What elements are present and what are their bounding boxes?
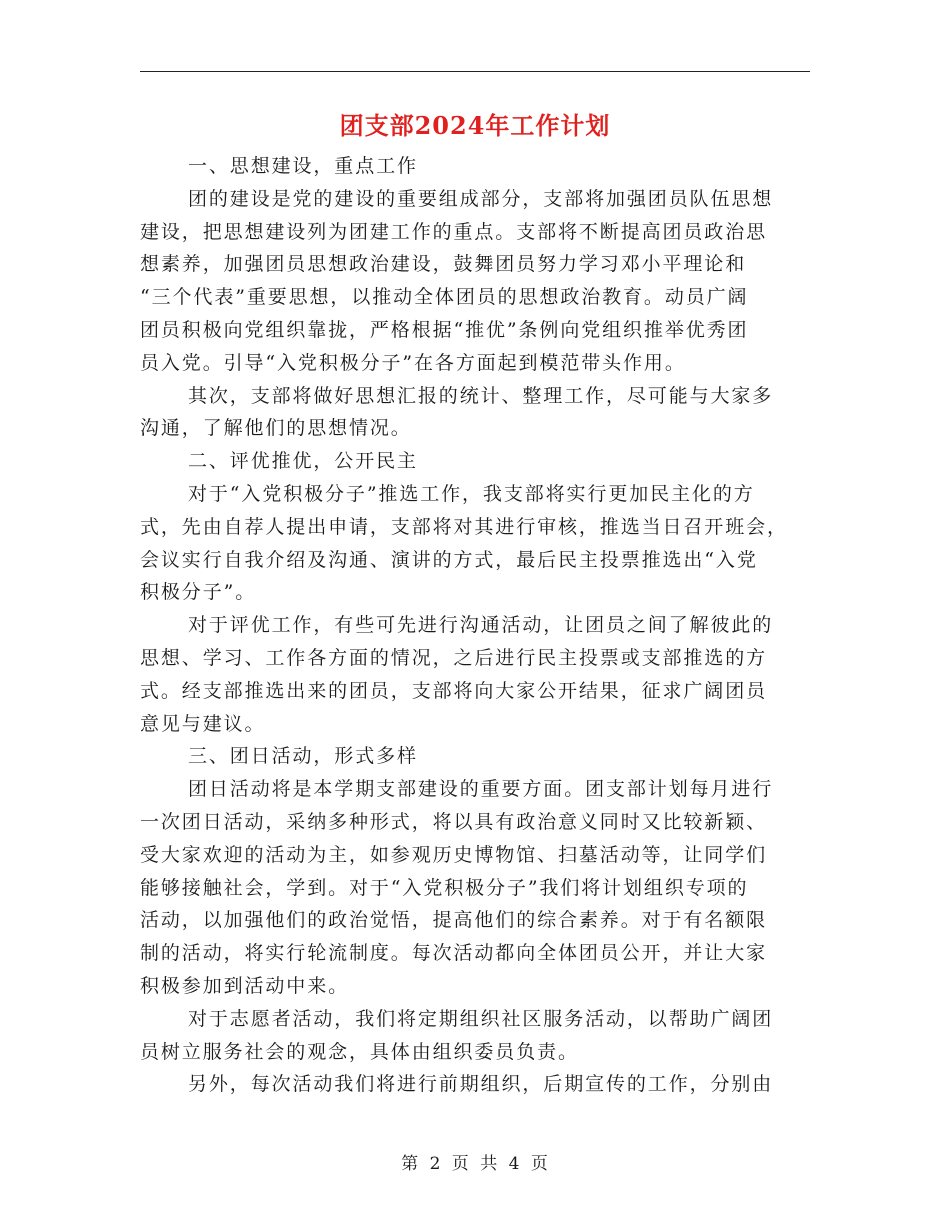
page-number: 第 2 页 共 4 页 — [401, 1154, 549, 1174]
header-rule — [140, 71, 810, 72]
text-line: 团员积极向党组织靠拢，严格根据“推优”条例向党组织推举优秀团 — [140, 318, 749, 341]
text-line: 式。经支部推选出来的团员，支部将向大家公开结果，征求广阔团员 — [140, 679, 768, 702]
text-line: 会议实行自我介绍及沟通、演讲的方式，最后民主投票推选出“入党 — [140, 548, 758, 571]
text-line: 一次团日活动，采纳多种形式，将以具有政治意义同时又比较新颖、 — [140, 810, 768, 833]
text-line: 积极参加到活动中来。 — [140, 974, 350, 997]
text-line: 员入党。引导“入党积极分子”在各方面起到模范带头作用。 — [140, 351, 686, 374]
document-title: 团支部2024年工作计划 — [339, 111, 611, 140]
text-line: 思想、学习、工作各方面的情况，之后进行民主投票或支部推选的方 — [140, 646, 768, 669]
text-line: 活动，以加强他们的政治觉悟，提高他们的综合素养。对于有名额限 — [140, 909, 768, 932]
text-line: 式，先由自荐人提出申请，支部将对其进行审核，推选当日召开班会， — [140, 515, 788, 538]
text-line: 对于志愿者活动，我们将定期组织社区服务活动，以帮助广阔团 — [188, 1007, 774, 1030]
text-line: 团的建设是党的建设的重要组成部分，支部将加强团员队伍思想 — [188, 187, 774, 210]
text-line: 能够接触社会，学到。对于“入党积极分子”我们将计划组织专项的 — [140, 876, 749, 899]
text-line: 受大家欢迎的活动为主，如参观历史博物馆、扫墓活动等，让同学们 — [140, 843, 768, 866]
text-line: 想素养，加强团员思想政治建设，鼓舞团员努力学习邓小平理论和 — [140, 253, 747, 276]
text-line: 另外，每次活动我们将进行前期组织，后期宣传的工作，分别由 — [188, 1073, 774, 1096]
text-line: 对于“入党积极分子”推选工作，我支部将实行更加民主化的方 — [188, 482, 755, 505]
text-line: 其次，支部将做好思想汇报的统计、整理工作，尽可能与大家多 — [188, 384, 774, 407]
text-line: 三、团日活动，形式多样 — [188, 745, 418, 768]
text-line: 员树立服务社会的观念，具体由组织委员负责。 — [140, 1040, 579, 1063]
text-line: “三个代表”重要思想，以推动全体团员的思想政治教育。动员广阔 — [140, 286, 749, 309]
text-line: 一、思想建设，重点工作 — [188, 155, 418, 177]
text-line: 沟通，了解他们的思想情况。 — [140, 417, 412, 440]
text-line: 团日活动将是本学期支部建设的重要方面。团支部计划每月进行 — [188, 778, 774, 801]
text-line: 意见与建议。 — [140, 712, 266, 735]
text-line: 对于评优工作，有些可先进行沟通活动，让团员之间了解彼此的 — [188, 614, 774, 637]
document-body — [140, 150, 810, 1101]
text-line: 二、评优推优，公开民主 — [188, 450, 418, 473]
text-line: 建设，把思想建设列为团建工作的重点。支部将不断提高团员政治思 — [140, 220, 768, 243]
text-line: 积极分子”。 — [140, 581, 257, 604]
text-line: 制的活动，将实行轮流制度。每次活动都向全体团员公开，并让大家 — [140, 942, 768, 965]
